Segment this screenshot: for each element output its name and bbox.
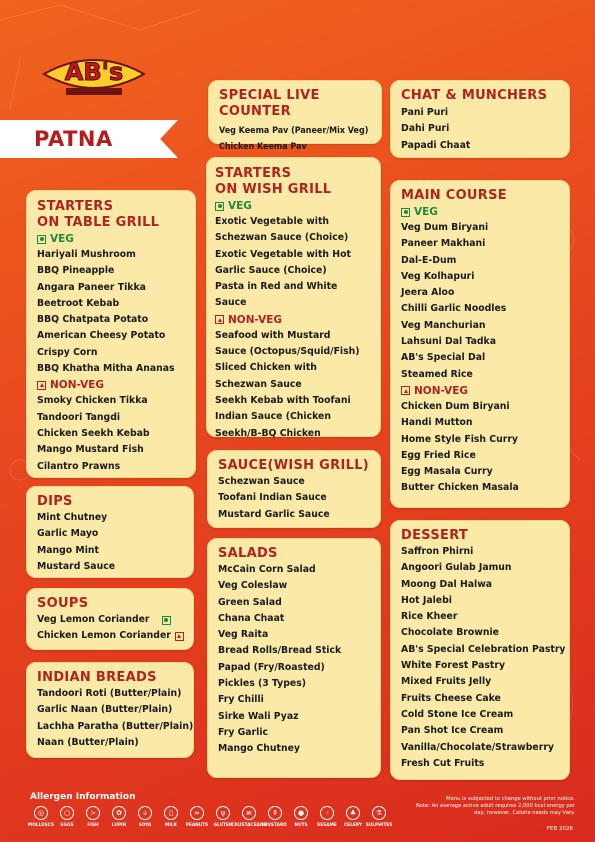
starters-wish-title-line1: STARTERS	[215, 166, 292, 181]
starters-table-title-line2: ON TABLE GRILL	[37, 215, 160, 230]
list-item: Exotic Vegetable with Schezwan Sauce (Choice)	[215, 216, 349, 244]
list-item: Steamed Rice	[401, 368, 473, 380]
list-item: Chocolate Brownie	[401, 627, 499, 639]
list-item: Pan Shot Ice Cream	[401, 725, 504, 737]
egg-icon: ○	[60, 806, 74, 820]
veg-icon	[215, 202, 224, 211]
list-item: Fresh Cut Fruits	[401, 757, 485, 769]
list-item: Chicken Seekh Kebab	[37, 427, 150, 439]
list-item: Fry Chilli	[218, 694, 264, 706]
list-item: Veg Dum Biryani	[401, 222, 489, 233]
list-item: AB's Special Celebration Pastry	[401, 643, 566, 655]
nonveg-label: NON-VEG	[401, 383, 559, 399]
list-item: Lahsuni Dal Tadka	[401, 336, 496, 348]
menu-note	[405, 796, 575, 817]
list-item: McCain Corn Salad	[218, 564, 316, 575]
starters-table-grill-card	[26, 190, 196, 478]
allergen-item: ▯ MILK	[158, 806, 184, 828]
sulphite-icon: ⚗	[372, 806, 386, 820]
list-item: Crispy Corn	[37, 346, 98, 358]
list-item: Veg Raita	[218, 629, 269, 641]
list-item: Papadi Chaat	[401, 139, 471, 151]
nonveg-label: NON-VEG	[215, 312, 372, 328]
list-item: Fruits Cheese Cake	[401, 692, 501, 704]
list-item: Seekh Kebab with Toofani Indian Sauce (Chicken Seekh/B-BQ Chicken	[215, 394, 351, 439]
special-live-counter-title: SPECIAL LIVE COUNTER	[219, 88, 320, 119]
allergen-item: ∞ PEANUTS	[184, 806, 210, 828]
milk-icon: ▯	[164, 806, 178, 820]
list-item: Butter Chicken Masala	[401, 482, 519, 494]
nonveg-label: NON-VEG	[37, 377, 185, 393]
starters-wish-title-line2: ON WISH GRILL	[215, 182, 332, 197]
allergen-item: ♣ CELERY	[340, 806, 366, 828]
list-item	[37, 612, 183, 628]
chat-munchers-card	[390, 80, 570, 158]
nonveg-icon	[175, 632, 184, 641]
list-item: Rice Kheer	[401, 611, 458, 623]
lupin-icon: ✿	[112, 806, 126, 820]
list-item: Bread Rolls/Bread Stick	[218, 645, 342, 657]
soup-name: Veg Lemon Coriander	[37, 614, 150, 625]
salads-title: SALADS	[218, 546, 278, 561]
svg-text:AB's: AB's	[64, 58, 124, 86]
list-item: Sliced Chicken with Schezwan Sauce	[215, 362, 317, 390]
allergen-item: ⚱ MUSTARD	[262, 806, 288, 828]
dessert-card	[390, 520, 570, 780]
list-item: Tandoori Roti (Butter/Plain)	[37, 688, 182, 699]
list-item: Chicken Dum Biryani	[401, 400, 510, 412]
peanut-icon: ∞	[190, 806, 204, 820]
fish-icon: ≻	[86, 806, 100, 820]
salads-card	[207, 538, 381, 778]
sauce-wish-grill-card	[207, 450, 381, 528]
list-item: Schezwan Sauce	[218, 476, 305, 487]
list-item: Seafood with Mustard Sauce (Octopus/Squid/Fish)	[215, 329, 360, 358]
allergen-item: ○ EGGS	[54, 806, 80, 828]
menu-date: FEB 2026	[546, 826, 573, 832]
indian-breads-title: INDIAN BREADS	[37, 670, 157, 685]
list-item: Mango Mustard Fish	[37, 444, 144, 456]
veg-icon	[37, 235, 46, 244]
gluten-icon: ψ	[216, 806, 230, 820]
list-item: Veg Keema Pav (Paneer/Mix Veg)	[219, 126, 369, 136]
list-item: Garlic Naan (Butter/Plain)	[37, 704, 173, 716]
allergen-item: ● NUTS	[288, 806, 314, 828]
list-item: Mixed Fruits Jelly	[401, 676, 492, 688]
allergen-item: ⁖ SESAME	[314, 806, 340, 828]
list-item: Hot Jalebi	[401, 594, 452, 606]
list-item: Pickles (3 Types)	[218, 678, 306, 690]
mollusc-icon: ◎	[34, 806, 48, 820]
list-item: Vanilla/Chocolate/Strawberry	[401, 741, 554, 753]
list-item: Cilantro Prawns	[37, 460, 121, 472]
dessert-title: DESSERT	[401, 528, 469, 543]
list-item: AB's Special Dal	[401, 352, 486, 364]
list-item: Mango Mint	[37, 544, 99, 556]
list-item: BBQ Pineapple	[37, 265, 115, 277]
list-item: Egg Masala Curry	[401, 466, 493, 478]
list-item: Mustard Sauce	[37, 560, 116, 572]
list-item: Garlic Mayo	[37, 528, 99, 540]
veg-label: VEG	[37, 231, 185, 247]
list-item: Beetroot Kebab	[37, 297, 120, 309]
list-item: Paneer Makhani	[401, 238, 486, 250]
list-item: Veg Coleslaw	[218, 580, 288, 592]
list-item: Veg Kolhapuri	[401, 270, 475, 282]
list-item: American Cheesy Potato	[37, 330, 166, 342]
note-line-1: Menu is subjected to change without prior notice.	[446, 796, 575, 802]
list-item: Exotic Vegetable with Hot Garlic Sauce (Choice)	[215, 248, 351, 276]
nuts-icon: ●	[294, 806, 308, 820]
veg-icon	[162, 616, 171, 625]
list-item: Fry Garlic	[218, 726, 269, 738]
list-item: Hariyali Mushroom	[37, 249, 136, 260]
list-item: Angara Paneer Tikka	[37, 281, 146, 293]
list-item: Toofani Indian Sauce	[218, 492, 327, 504]
list-item: Smoky Chicken Tikka	[37, 395, 148, 407]
list-item: Mint Chutney	[37, 512, 108, 523]
list-item: Tandoori Tangdi	[37, 411, 121, 423]
list-item: BBQ Khatha Mitha Ananas	[37, 363, 175, 375]
veg-label: VEG	[401, 204, 559, 220]
note-line-2: Note: An average active adult requires 2,000 kcal energy per day, however, Calorie needs may Vary.	[415, 803, 575, 816]
allergen-item: ◎ MOLLUSCS	[28, 806, 54, 828]
list-item: Mango Chutney	[218, 743, 300, 755]
crustacean-icon: ж	[242, 806, 256, 820]
chat-munchers-title: CHAT & MUNCHERS	[401, 88, 548, 103]
special-live-counter-card	[208, 80, 382, 152]
soup-name: Chicken Lemon Coriander	[37, 630, 171, 641]
list-item: Jeera Aloo	[401, 287, 455, 299]
nonveg-icon	[215, 315, 224, 324]
list-item: Dahi Puri	[401, 123, 450, 135]
celery-icon: ♣	[346, 806, 360, 820]
nonveg-icon	[401, 386, 410, 395]
mustard-icon: ⚱	[268, 806, 282, 820]
list-item: Chana Chaat	[218, 612, 285, 624]
starters-table-title-line1: STARTERS	[37, 199, 114, 214]
allergen-item: ⚗ SULPHITES	[366, 806, 392, 828]
list-item: Chicken Keema Pav	[219, 142, 307, 152]
list-item: Dal-E-Dum	[401, 254, 457, 266]
list-item: Naan (Butter/Plain)	[37, 736, 139, 748]
list-item: White Forest Pastry	[401, 660, 506, 672]
allergen-item: ψ GLUTEN	[210, 806, 236, 828]
list-item: Mustard Garlic Sauce	[218, 508, 330, 520]
list-item	[37, 628, 183, 644]
list-item: Egg Fried Rice	[401, 449, 476, 461]
list-item: Home Style Fish Curry	[401, 433, 518, 445]
list-item: BBQ Chatpata Potato	[37, 314, 149, 326]
dips-title: DIPS	[37, 494, 73, 509]
list-item: Angoori Gulab Jamun	[401, 562, 512, 574]
list-item: Chilli Garlic Noodles	[401, 303, 507, 315]
soups-title: SOUPS	[37, 596, 89, 611]
main-course-title: MAIN COURSE	[401, 188, 507, 203]
allergen-item: ≻ FISH	[80, 806, 106, 828]
list-item: Sirke Wali Pyaz	[218, 710, 299, 722]
veg-label: VEG	[215, 198, 372, 214]
dips-card	[26, 486, 194, 578]
list-item: Handi Mutton	[401, 417, 473, 429]
list-item: Cold Stone Ice Cream	[401, 708, 514, 720]
allergen-title: Allergen Information	[30, 792, 136, 802]
list-item: Lachha Paratha (Butter/Plain)	[37, 720, 194, 732]
list-item: Saffron Phirni	[401, 546, 474, 557]
main-course-card	[390, 180, 570, 508]
sesame-icon: ⁖	[320, 806, 334, 820]
list-item: Veg Manchurian	[401, 319, 486, 331]
list-item: Pasta in Red and White Sauce	[215, 281, 338, 309]
list-item: Papad (Fry/Roasted)	[218, 661, 325, 673]
list-item: Moong Dal Halwa	[401, 578, 493, 590]
nonveg-icon	[37, 381, 46, 390]
allergen-list	[28, 806, 392, 828]
soups-card	[26, 588, 194, 650]
allergen-item: ა SOYA	[132, 806, 158, 828]
abs-logo	[40, 44, 148, 100]
sauce-wish-title: SAUCE(WISH GRILL)	[218, 458, 370, 473]
starters-wish-grill-card	[206, 157, 381, 437]
soya-icon: ა	[138, 806, 152, 820]
allergen-item: ✿ LUPIN	[106, 806, 132, 828]
list-item: Pani Puri	[401, 107, 449, 118]
indian-breads-card	[26, 662, 194, 758]
location-title: PATNA	[34, 127, 113, 151]
list-item: Green Salad	[218, 596, 282, 608]
allergen-item: ж CRUSTACEANS	[236, 806, 262, 828]
veg-icon	[401, 208, 410, 217]
